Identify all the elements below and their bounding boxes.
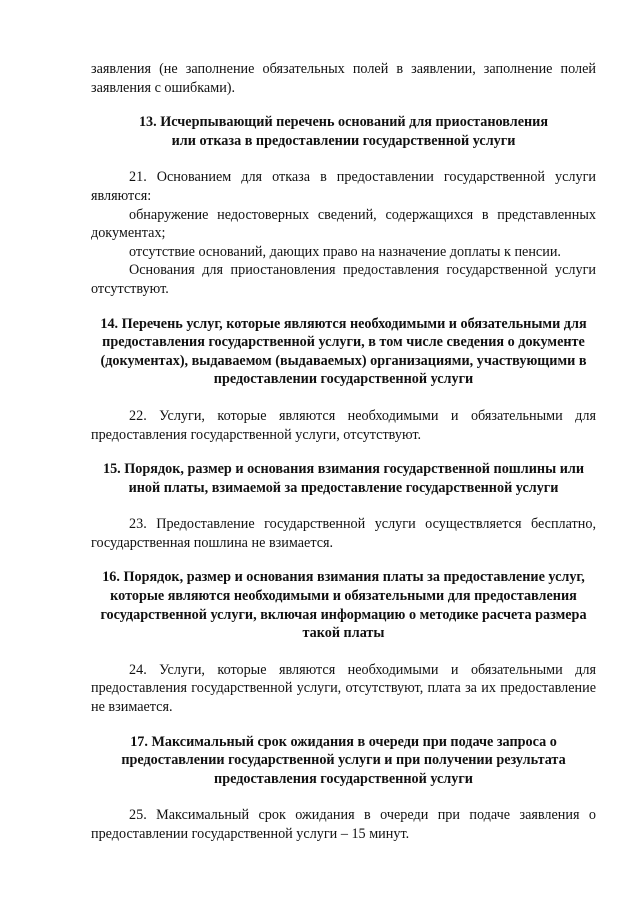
spacer [91, 389, 596, 407]
spacer [91, 444, 596, 460]
section-14-heading: 14. Перечень услуг, которые являются необходимыми и обязательными для предоставления государственной услуги, в том числе сведения о документе (документах), выдаваемом (выдаваемых) организациями, участвующими в предоставлении государственной услуги [100, 315, 587, 388]
paragraph-21-item-b: отсутствие оснований, дающих право на назначение доплаты к пенсии. [129, 243, 561, 260]
section-15-heading: 15. Порядок, размер и основания взимания государственной пошлины или иной платы, взимаемой за предоставление государственной услуги [102, 461, 585, 496]
spacer [91, 552, 596, 568]
spacer [91, 150, 596, 168]
section-16-heading: 16. Порядок, размер и основания взимания платы за предоставление услуг, которые являются необходимыми и обязательными для предоставления государственной услуги, включая информацию о методике расчета размера такой платы [100, 569, 587, 642]
spacer [91, 497, 596, 515]
section-13-heading: 13. Исчерпывающий перечень оснований для приостановления или отказа в предоставлении государственной услуги [138, 114, 549, 149]
paragraph-21-item-a: обнаружение недостоверных сведений, содержащихся в представленных документах; [91, 206, 596, 242]
paragraph-21-note: Основания для приостановления предоставления государственной услуги отсутствуют. [91, 262, 596, 297]
spacer [91, 97, 596, 113]
paragraph-21: 21. Основанием для отказа в предоставлении государственной услуги являются: [91, 169, 596, 204]
spacer [91, 299, 596, 315]
paragraph-24: 24. Услуги, которые являются необходимыми и обязательными для предоставления государственной услуги, отсутствуют, плата за их предоставление не взимается. [91, 661, 596, 716]
paragraph-intro: заявления (не заполнение обязательных полей в заявлении, заполнение полей заявления с ошибками). [91, 61, 596, 96]
paragraph-25: 25. Максимальный срок ожидания в очереди при подаче заявления о предоставлении государственной услуги – 15 минут. [91, 807, 596, 842]
paragraph-23: 23. Предоставление государственной услуги осуществляется бесплатно, государственная пошлина не взимается. [91, 516, 596, 551]
paragraph-22: 22. Услуги, которые являются необходимыми и обязательными для предоставления государственной услуги, отсутствуют. [91, 407, 596, 443]
spacer [91, 643, 596, 661]
spacer [91, 717, 596, 733]
section-17-heading: 17. Максимальный срок ожидания в очереди при подаче запроса о предоставлении государственной услуги и при получении результата предоставления государственной услуги [121, 733, 566, 787]
document-page [91, 60, 596, 844]
spacer [91, 788, 596, 806]
